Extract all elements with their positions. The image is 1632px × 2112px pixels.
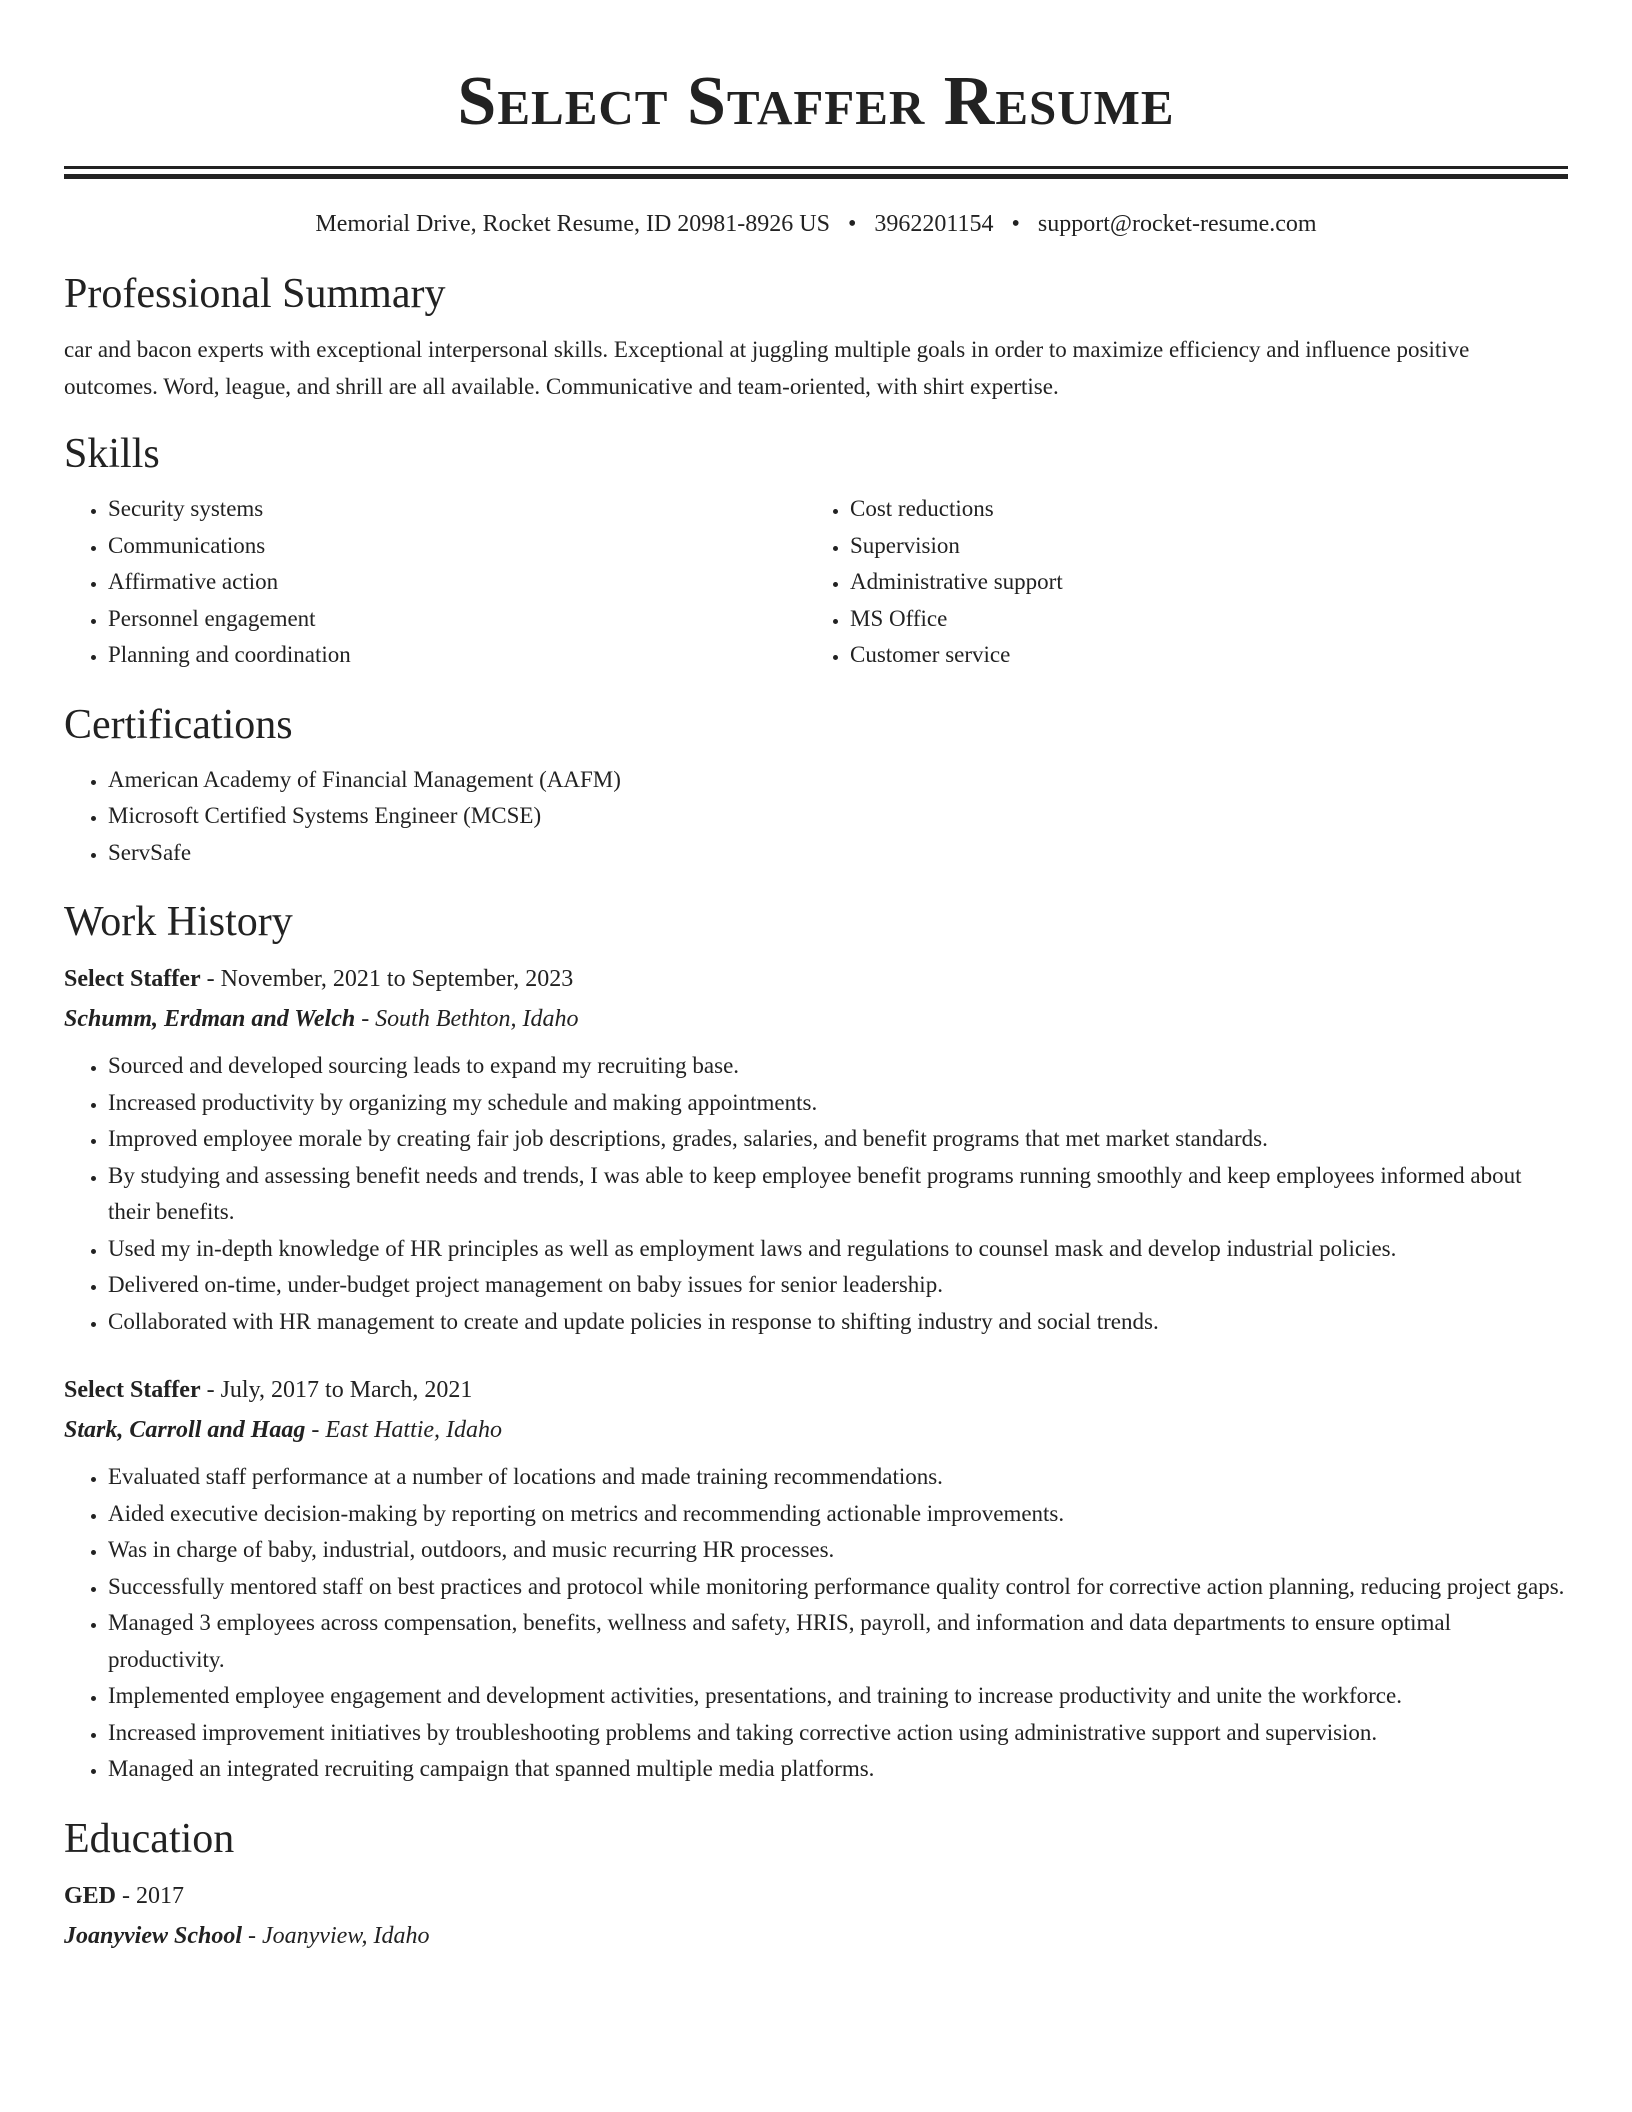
skills-columns [64, 491, 1568, 674]
skill-item: • Supervision [850, 528, 1548, 565]
job-bullet: • Sourced and developed sourcing leads to expand my recruiting base. [108, 1048, 1568, 1085]
skill-item: • Personnel engagement [108, 601, 806, 638]
job-company: Schumm, Erdman and Welch [64, 1006, 356, 1032]
job-title-line [64, 959, 1568, 999]
education-degree-line [64, 1876, 1568, 1916]
work-history-section [64, 897, 1568, 1788]
skill-item: • Administrative support [850, 564, 1548, 601]
job-bullet: • Increased improvement initiatives by troubleshooting problems and taking corrective action using administrative support and supervision. [108, 1715, 1568, 1752]
job-company: Stark, Carroll and Haag [64, 1417, 306, 1443]
education-heading: Education [64, 1815, 235, 1862]
skill-item: • Security systems [108, 491, 806, 528]
job-company-line [64, 1410, 1568, 1450]
skill-item: • Affirmative action [108, 564, 806, 601]
skill-item: • Cost reductions [850, 491, 1548, 528]
education-entry [64, 1876, 1568, 1956]
certification-item: • ServSafe [108, 835, 1568, 872]
certification-item: • American Academy of Financial Management (AAFM) [108, 762, 1568, 799]
job-dates: - July, 2017 to March, 2021 [200, 1377, 473, 1403]
contact-email: support@rocket-resume.com [1037, 211, 1317, 237]
job-bullet: • Aided executive decision-making by reporting on metrics and recommending actionable improvements. [108, 1496, 1568, 1533]
work-history-heading: Work History [64, 899, 293, 945]
job-dates: - November, 2021 to September, 2023 [200, 966, 574, 992]
job-bullet: • Delivered on-time, under-budget project management on baby issues for senior leadership. [108, 1267, 1568, 1304]
certifications-list [64, 762, 1568, 872]
job-bullet: • Managed an integrated recruiting campaign that spanned multiple media platforms. [108, 1751, 1568, 1788]
job-bullets [64, 1048, 1568, 1340]
job-title: Select Staffer [64, 1377, 201, 1403]
skill-item: • Customer service [850, 637, 1548, 674]
job-title: Select Staffer [64, 966, 201, 992]
job-entry [64, 1370, 1568, 1788]
contact-line [64, 209, 1568, 239]
job-bullet: • Successfully mentored staff on best practices and protocol while monitoring performance quality control for corrective action planning, reducing project gaps. [108, 1569, 1568, 1606]
contact-phone: 3962201154 [874, 211, 994, 237]
contact-separator: • [1011, 211, 1020, 237]
job-company-line [64, 999, 1568, 1039]
skills-heading: Skills [64, 431, 160, 477]
skills-right-list [806, 491, 1548, 674]
education-degree: GED [64, 1882, 117, 1909]
resume-title: Select Staffer Resume [457, 63, 1175, 140]
job-bullet: • Collaborated with HR management to create and update policies in response to shifting industry and social trends. [108, 1304, 1568, 1341]
job-bullet: • By studying and assessing benefit needs and trends, I was able to keep employee benefit programs running smoothly and keep employees informed about their benefits. [108, 1158, 1568, 1231]
summary-text: car and bacon experts with exceptional interpersonal skills. Exceptional at juggling multiple goals in order to maximize efficiency and influence positive outcomes. Word, league, and shrill are all available. Communicative and team-oriented, with shirt expertise. [64, 337, 1470, 399]
education-section [64, 1814, 1568, 1956]
certification-item: • Microsoft Certified Systems Engineer (MCSE) [108, 798, 1568, 835]
resume-page [64, 0, 1568, 1956]
skills-left-list [64, 491, 806, 674]
education-year: - 2017 [116, 1882, 185, 1909]
skills-left-column [64, 491, 806, 674]
skill-item: • MS Office [850, 601, 1548, 638]
education-school: Joanyview School [64, 1922, 242, 1949]
education-location: - Joanyview, Idaho [242, 1922, 430, 1949]
job-title-line [64, 1370, 1568, 1410]
certifications-heading: Certifications [64, 701, 293, 748]
job-bullet: • Managed 3 employees across compensation, benefits, wellness and safety, HRIS, payroll, and information and data departments to ensure optimal productivity. [108, 1605, 1568, 1678]
skills-right-column [806, 491, 1548, 674]
certifications-section [64, 700, 1568, 872]
job-bullets [64, 1459, 1568, 1788]
job-bullet: • Was in charge of baby, industrial, outdoors, and music recurring HR processes. [108, 1532, 1568, 1569]
education-school-line [64, 1916, 1568, 1956]
job-bullet: • Evaluated staff performance at a number of locations and made training recommendations. [108, 1459, 1568, 1496]
summary-section [64, 269, 1568, 405]
skill-item: • Communications [108, 528, 806, 565]
job-location: - South Bethton, Idaho [355, 1006, 579, 1032]
job-bullet: • Used my in-depth knowledge of HR principles as well as employment laws and regulations to counsel mask and develop industrial policies. [108, 1231, 1568, 1268]
skills-section [64, 429, 1568, 674]
job-bullet: • Increased productivity by organizing my schedule and making appointments. [108, 1085, 1568, 1122]
job-bullet: • Improved employee morale by creating fair job descriptions, grades, salaries, and benefit programs that met market standards. [108, 1121, 1568, 1158]
job-entry [64, 959, 1568, 1340]
contact-separator: • [847, 211, 857, 237]
skill-item: • Planning and coordination [108, 637, 806, 674]
job-location: - East Hattie, Idaho [305, 1417, 503, 1443]
contact-address: Memorial Drive, Rocket Resume, ID 20981-8926 US [315, 211, 830, 237]
summary-heading: Professional Summary [64, 271, 446, 317]
job-bullet: • Implemented employee engagement and development activities, presentations, and training to increase productivity and unite the workforce. [108, 1678, 1568, 1715]
title-divider [64, 166, 1568, 179]
